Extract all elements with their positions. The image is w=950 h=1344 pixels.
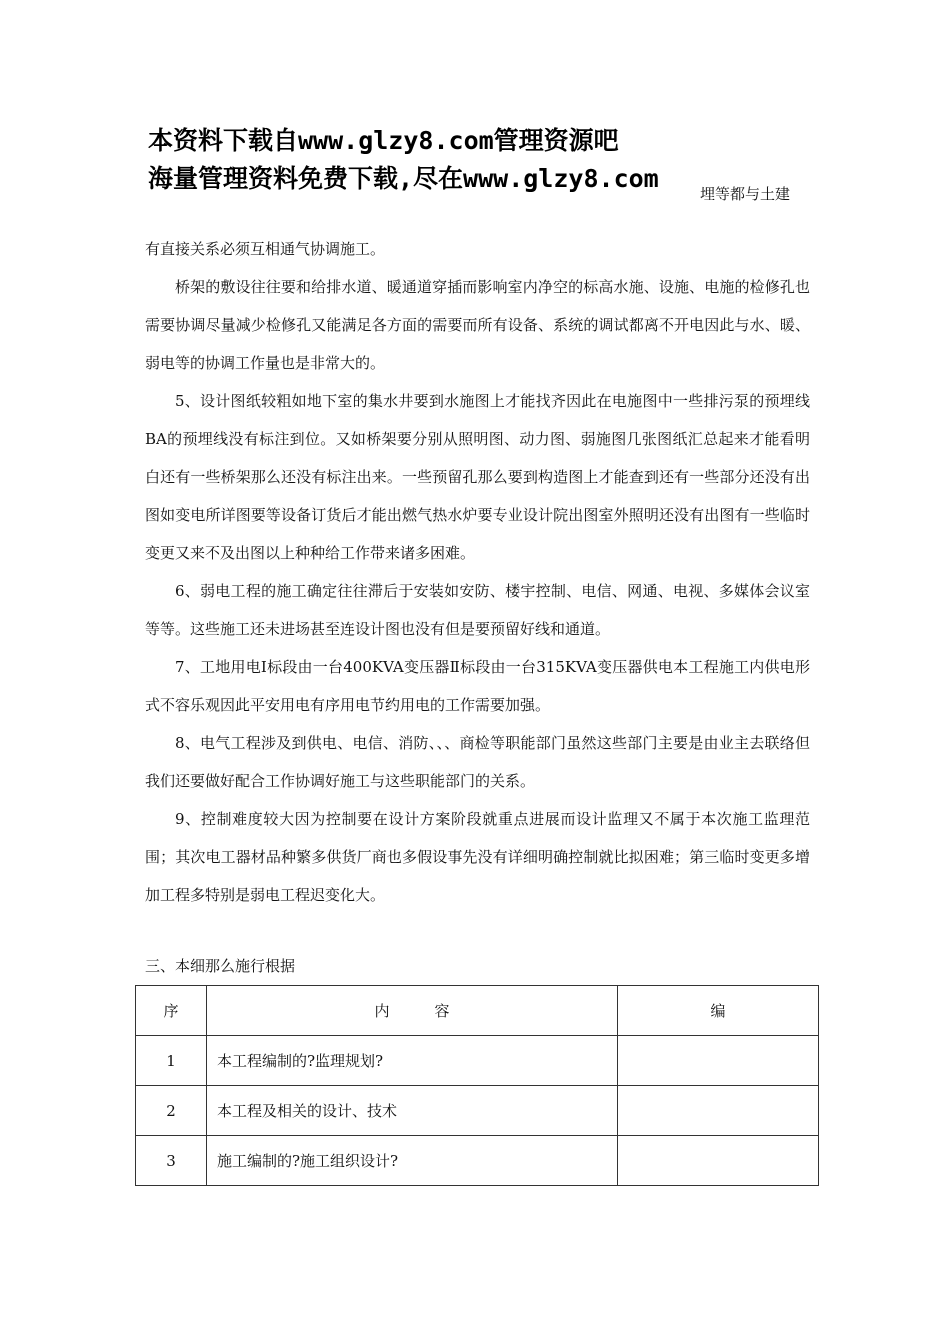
row-content: 施工编制的?施工组织设计? [207, 1136, 618, 1186]
table-row [136, 1036, 819, 1086]
section-title: 三、本细那么施行根据 [145, 957, 296, 975]
paragraph-3: 6、弱电工程的施工确定往往滞后于安装如安防、楼宇控制、电信、网通、电视、多媒体会议室等等。这些施工还未进场甚至连设计图也没有但是要预留好线和通道。 [145, 582, 810, 638]
table-row [136, 1086, 819, 1136]
row-edit [618, 1136, 819, 1186]
row-no: 2 [136, 1086, 207, 1136]
row-edit [618, 1036, 819, 1086]
basis-table [135, 985, 819, 1186]
row-content: 本工程编制的?监理规划? [207, 1036, 618, 1086]
row-content: 本工程及相关的设计、技术 [207, 1086, 618, 1136]
paragraph-2: 5、设计图纸较粗如地下室的集水井要到水施图上才能找齐因此在电施图中一些排污泵的预埋线BA的预埋线没有标注到位。又如桥架要分别从照明图、动力图、弱施图几张图纸汇总起来才能看明白还有一些桥架那么还没有标注出来。一些预留孔那么要到构造图上才能查到还有一些部分还没有出图如变电所详图要等设备订货后才能出燃气热水炉要专业设计院出图室外照明还没有出图有一些临时变更又来不及出图以上种种给工作带来诸多困难。 [145, 392, 810, 562]
header-no: 序 [136, 986, 207, 1036]
row-no: 3 [136, 1136, 207, 1186]
watermark-banner [148, 122, 659, 198]
row-no: 1 [136, 1036, 207, 1086]
paragraph-1: 桥架的敷设往往要和给排水道、暖通道穿插而影响室内净空的标高水施、设施、电施的检修孔也需要协调尽量减少检修孔又能满足各方面的需要而所有设备、系统的调试都离不开电因此与水、暖、弱电等的协调工作量也是非常大的。 [145, 278, 810, 372]
watermark-line-1: 本资料下载自www.glzy8.com管理资源吧 [148, 126, 619, 155]
watermark-line-2: 海量管理资料免费下载,尽在www.glzy8.com [148, 164, 659, 193]
table-row [136, 1136, 819, 1186]
header-content: 内 容 [207, 986, 618, 1036]
header-edit: 编 [618, 986, 819, 1036]
paragraph-6: 9、控制难度较大因为控制要在设计方案阶段就重点进展而设计监理又不属于本次施工监理范围；其次电工器材品种繁多供货厂商也多假设事先没有详细明确控制就比拟困难；第三临时变更多增加工程多特别是弱电工程迟变化大。 [145, 810, 810, 904]
header-tail-text: 埋等都与土建 [700, 185, 791, 203]
paragraph-5: 8、电气工程涉及到供电、电信、消防、、、商检等职能部门虽然这些部门主要是由业主去联络但我们还要做好配合工作协调好施工与这些职能部门的关系。 [145, 734, 810, 790]
row-edit [618, 1086, 819, 1136]
document-body [145, 230, 810, 914]
table-header-row [136, 986, 819, 1036]
paragraph-4: 7、工地用电Ⅰ标段由一台400KVA变压器Ⅱ标段由一台315KVA变压器供电本工程施工内供电形式不容乐观因此平安用电有序用电节约用电的工作需要加强。 [145, 658, 810, 714]
paragraph-0: 有直接关系必须互相通气协调施工。 [145, 240, 386, 258]
